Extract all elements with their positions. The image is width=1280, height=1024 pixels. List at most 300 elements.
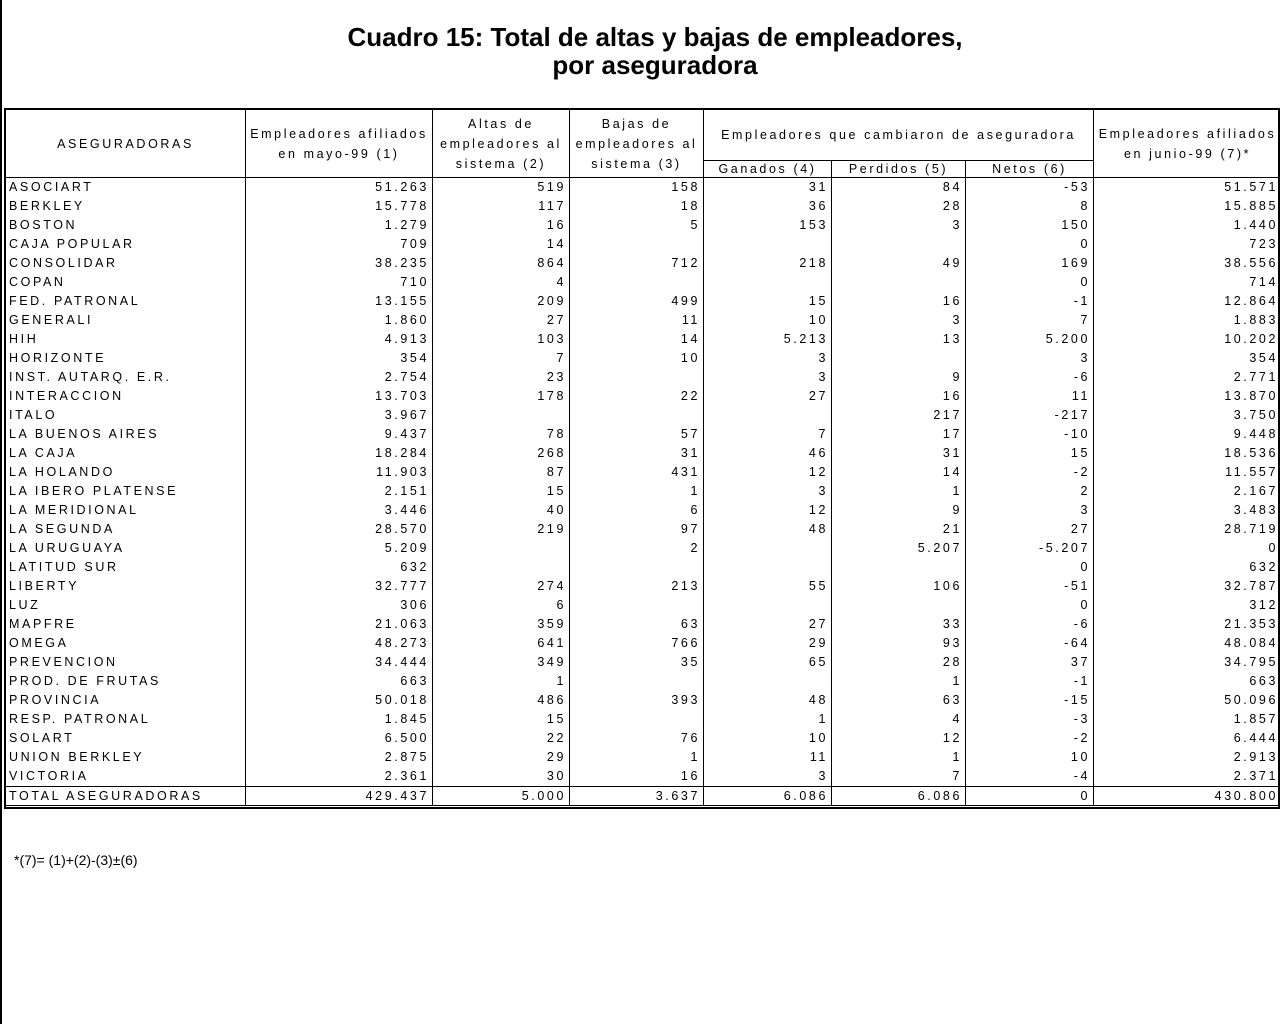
cell-c7: 1.883 [1094,311,1280,330]
page-title-line-2: por aseguradora [552,50,758,80]
row-aseguradora-name: MAPFRE [6,615,246,634]
cell-c1: 1.279 [246,216,433,235]
cell-c5 [832,349,966,368]
cell-c7: 13.870 [1094,387,1280,406]
row-aseguradora-name: UNION BERKLEY [6,748,246,767]
cell-c4: 36 [704,197,832,216]
total-c1: 429.437 [246,787,433,806]
cell-c6: 150 [966,216,1094,235]
cell-c2: 4 [433,273,570,292]
cell-c3: 431 [570,463,704,482]
cell-c6: -2 [966,729,1094,748]
cell-c1: 2.875 [246,748,433,767]
cell-c2: 641 [433,634,570,653]
table-row [6,710,1280,729]
cell-c6: 0 [966,273,1094,292]
total-c6: 0 [966,787,1094,806]
row-aseguradora-name: LA MERIDIONAL [6,501,246,520]
cell-c7: 723 [1094,235,1280,254]
header-aseguradoras: ASEGURADORAS [6,110,246,178]
cell-c2: 117 [433,197,570,216]
header-col5: Perdidos (5) [832,161,966,178]
row-aseguradora-name: OMEGA [6,634,246,653]
cell-c3: 10 [570,349,704,368]
row-aseguradora-name: VICTORIA [6,767,246,787]
cell-c2: 1 [433,672,570,691]
cell-c6: -10 [966,425,1094,444]
cell-c1: 6.500 [246,729,433,748]
table-row [6,501,1280,520]
table-row [6,387,1280,406]
cell-c1: 4.913 [246,330,433,349]
cell-c7: 663 [1094,672,1280,691]
cell-c7: 12.864 [1094,292,1280,311]
table-row [6,368,1280,387]
total-label: TOTAL ASEGURADORAS [6,787,246,806]
cell-c5: 16 [832,292,966,311]
cell-c3: 6 [570,501,704,520]
cell-c4: 29 [704,634,832,653]
cell-c5: 1 [832,672,966,691]
cell-c3: 11 [570,311,704,330]
cell-c3: 14 [570,330,704,349]
cell-c1: 354 [246,349,433,368]
cell-c4: 48 [704,520,832,539]
cell-c6: 27 [966,520,1094,539]
cell-c7: 18.536 [1094,444,1280,463]
aseguradoras-table [5,109,1280,806]
table-row [6,235,1280,254]
cell-c6: -51 [966,577,1094,596]
cell-c5: 5.207 [832,539,966,558]
cell-c5: 49 [832,254,966,273]
cell-c1: 632 [246,558,433,577]
row-aseguradora-name: LA CAJA [6,444,246,463]
cell-c6: -1 [966,672,1094,691]
cell-c3: 712 [570,254,704,273]
cell-c4 [704,406,832,425]
cell-c2: 359 [433,615,570,634]
cell-c6: -2 [966,463,1094,482]
cell-c6: -3 [966,710,1094,729]
cell-c1: 663 [246,672,433,691]
cell-c2: 6 [433,596,570,615]
cell-c1: 50.018 [246,691,433,710]
cell-c4: 65 [704,653,832,672]
cell-c4 [704,672,832,691]
cell-c7: 6.444 [1094,729,1280,748]
cell-c4: 12 [704,463,832,482]
cell-c2: 178 [433,387,570,406]
row-aseguradora-name: ITALO [6,406,246,425]
cell-c4: 11 [704,748,832,767]
cell-c1: 709 [246,235,433,254]
cell-c2: 27 [433,311,570,330]
row-aseguradora-name: INTERACCION [6,387,246,406]
cell-c7: 1.857 [1094,710,1280,729]
cell-c4: 1 [704,710,832,729]
cell-c2: 15 [433,482,570,501]
cell-c3: 213 [570,577,704,596]
cell-c6: 5.200 [966,330,1094,349]
cell-c6: -5.207 [966,539,1094,558]
cell-c1: 28.570 [246,520,433,539]
row-aseguradora-name: FED. PATRONAL [6,292,246,311]
cell-c5: 28 [832,197,966,216]
cell-c6: 169 [966,254,1094,273]
cell-c4: 55 [704,577,832,596]
cell-c2: 29 [433,748,570,767]
cell-c3: 1 [570,482,704,501]
table-row [6,425,1280,444]
header-col4: Ganados (4) [704,161,832,178]
cell-c4: 10 [704,729,832,748]
table-row [6,330,1280,349]
table-row [6,634,1280,653]
total-row [6,787,1280,806]
table-row [6,292,1280,311]
row-aseguradora-name: INST. AUTARQ. E.R. [6,368,246,387]
cell-c7: 1.440 [1094,216,1280,235]
cell-c6: -64 [966,634,1094,653]
cell-c2: 16 [433,216,570,235]
cell-c5 [832,273,966,292]
cell-c5 [832,558,966,577]
cell-c1: 21.063 [246,615,433,634]
cell-c4: 7 [704,425,832,444]
cell-c6: -4 [966,767,1094,787]
table-row [6,197,1280,216]
cell-c2 [433,558,570,577]
cell-c7: 3.750 [1094,406,1280,425]
cell-c1: 2.361 [246,767,433,787]
row-aseguradora-name: LIBERTY [6,577,246,596]
cell-c2: 15 [433,710,570,729]
row-aseguradora-name: LA HOLANDO [6,463,246,482]
cell-c5: 217 [832,406,966,425]
cell-c1: 38.235 [246,254,433,273]
table-row [6,672,1280,691]
cell-c1: 710 [246,273,433,292]
cell-c3 [570,406,704,425]
row-aseguradora-name: LA BUENOS AIRES [6,425,246,444]
cell-c2: 87 [433,463,570,482]
cell-c4: 3 [704,368,832,387]
row-aseguradora-name: BERKLEY [6,197,246,216]
row-aseguradora-name: CAJA POPULAR [6,235,246,254]
table-row [6,520,1280,539]
table-row [6,653,1280,672]
header-col7: Empleadores afiliados en junio-99 (7)* [1094,110,1280,178]
cell-c3: 22 [570,387,704,406]
cell-c1: 34.444 [246,653,433,672]
cell-c1: 9.437 [246,425,433,444]
cell-c5: 9 [832,368,966,387]
cell-c6: 2 [966,482,1094,501]
table-body [6,178,1280,806]
cell-c7: 51.571 [1094,178,1280,198]
cell-c1: 48.273 [246,634,433,653]
cell-c5: 7 [832,767,966,787]
cell-c6: 0 [966,596,1094,615]
cell-c5 [832,235,966,254]
cell-c3: 76 [570,729,704,748]
cell-c3 [570,710,704,729]
cell-c7: 38.556 [1094,254,1280,273]
cell-c3: 1 [570,748,704,767]
cell-c2: 864 [433,254,570,273]
cell-c4 [704,539,832,558]
cell-c4 [704,235,832,254]
cell-c3: 57 [570,425,704,444]
cell-c1: 15.778 [246,197,433,216]
cell-c6: 11 [966,387,1094,406]
cell-c6: 0 [966,235,1094,254]
cell-c2: 103 [433,330,570,349]
cell-c3: 18 [570,197,704,216]
cell-c5: 33 [832,615,966,634]
table-row [6,577,1280,596]
cell-c4: 27 [704,615,832,634]
cell-c6: -15 [966,691,1094,710]
table-row [6,406,1280,425]
page-title-line-1: Cuadro 15: Total de altas y bajas de empleadores, [347,22,963,52]
cell-c6: -217 [966,406,1094,425]
cell-c5: 16 [832,387,966,406]
cell-c1: 3.967 [246,406,433,425]
cell-c6: 8 [966,197,1094,216]
row-aseguradora-name: PREVENCION [6,653,246,672]
cell-c3: 766 [570,634,704,653]
cell-c3 [570,672,704,691]
cell-c5: 3 [832,216,966,235]
row-aseguradora-name: HIH [6,330,246,349]
row-aseguradora-name: LA SEGUNDA [6,520,246,539]
cell-c1: 13.155 [246,292,433,311]
cell-c3: 35 [570,653,704,672]
cell-c2: 349 [433,653,570,672]
cell-c7: 15.885 [1094,197,1280,216]
row-aseguradora-name: PROVINCIA [6,691,246,710]
cell-c4 [704,596,832,615]
cell-c7: 354 [1094,349,1280,368]
header-col1: Empleadores afiliados en mayo-99 (1) [246,110,433,178]
cell-c7: 34.795 [1094,653,1280,672]
row-aseguradora-name: RESP. PATRONAL [6,710,246,729]
cell-c7: 9.448 [1094,425,1280,444]
total-c3: 3.637 [570,787,704,806]
cell-c4: 46 [704,444,832,463]
cell-c6: -6 [966,615,1094,634]
cell-c3 [570,235,704,254]
cell-c4: 218 [704,254,832,273]
cell-c7: 32.787 [1094,577,1280,596]
cell-c3: 158 [570,178,704,198]
cell-c7: 10.202 [1094,330,1280,349]
cell-c7: 2.771 [1094,368,1280,387]
cell-c5: 1 [832,748,966,767]
cell-c6: 10 [966,748,1094,767]
cell-c4: 3 [704,767,832,787]
table-row [6,767,1280,787]
cell-c7: 2.913 [1094,748,1280,767]
cell-c1: 32.777 [246,577,433,596]
cell-c2: 30 [433,767,570,787]
cell-c1: 3.446 [246,501,433,520]
cell-c2: 486 [433,691,570,710]
cell-c7: 312 [1094,596,1280,615]
header-col3: Bajas de empleadores al sistema (3) [570,110,704,178]
cell-c2: 274 [433,577,570,596]
row-aseguradora-name: ASOCIART [6,178,246,198]
cell-c6: 3 [966,501,1094,520]
cell-c5: 3 [832,311,966,330]
cell-c4: 3 [704,482,832,501]
table-row [6,254,1280,273]
table-row [6,596,1280,615]
header-col6: Netos (6) [966,161,1094,178]
cell-c7: 50.096 [1094,691,1280,710]
cell-c4 [704,273,832,292]
cell-c1: 1.845 [246,710,433,729]
cell-c4: 3 [704,349,832,368]
cell-c3: 16 [570,767,704,787]
cell-c1: 51.263 [246,178,433,198]
cell-c1: 306 [246,596,433,615]
cell-c2: 219 [433,520,570,539]
cell-c7: 0 [1094,539,1280,558]
cell-c1: 13.703 [246,387,433,406]
cell-c4: 5.213 [704,330,832,349]
cell-c5: 84 [832,178,966,198]
cell-c3: 63 [570,615,704,634]
cell-c2: 40 [433,501,570,520]
page-left-border [0,0,2,1024]
cell-c6: 0 [966,558,1094,577]
cell-c5: 31 [832,444,966,463]
cell-c3: 393 [570,691,704,710]
cell-c3: 499 [570,292,704,311]
cell-c2: 268 [433,444,570,463]
cell-c1: 5.209 [246,539,433,558]
cell-c6: -53 [966,178,1094,198]
row-aseguradora-name: PROD. DE FRUTAS [6,672,246,691]
cell-c7: 632 [1094,558,1280,577]
cell-c5 [832,596,966,615]
cell-c4: 31 [704,178,832,198]
cell-c5: 63 [832,691,966,710]
table-row [6,748,1280,767]
cell-c2: 23 [433,368,570,387]
cell-c4: 10 [704,311,832,330]
row-aseguradora-name: SOLART [6,729,246,748]
cell-c7: 714 [1094,273,1280,292]
table-row [6,349,1280,368]
cell-c1: 2.151 [246,482,433,501]
table-row [6,482,1280,501]
cell-c7: 48.084 [1094,634,1280,653]
footnote: *(7)= (1)+(2)-(3)±(6) [14,852,138,868]
cell-c5: 28 [832,653,966,672]
cell-c3: 2 [570,539,704,558]
cell-c3 [570,368,704,387]
cell-c2: 519 [433,178,570,198]
cell-c7: 11.557 [1094,463,1280,482]
cell-c2: 7 [433,349,570,368]
row-aseguradora-name: LATITUD SUR [6,558,246,577]
table-row [6,311,1280,330]
cell-c2: 78 [433,425,570,444]
cell-c3 [570,273,704,292]
cell-c1: 1.860 [246,311,433,330]
row-aseguradora-name: CONSOLIDAR [6,254,246,273]
row-aseguradora-name: LA IBERO PLATENSE [6,482,246,501]
cell-c2 [433,406,570,425]
total-c7: 430.800 [1094,787,1280,806]
cell-c1: 11.903 [246,463,433,482]
cell-c6: 7 [966,311,1094,330]
cell-c4: 15 [704,292,832,311]
cell-c5: 14 [832,463,966,482]
table-row [6,463,1280,482]
cell-c5: 4 [832,710,966,729]
cell-c2 [433,539,570,558]
row-aseguradora-name: HORIZONTE [6,349,246,368]
header-col2: Altas de empleadores al sistema (2) [433,110,570,178]
cell-c2: 209 [433,292,570,311]
table-row [6,558,1280,577]
cell-c5: 21 [832,520,966,539]
cell-c7: 21.353 [1094,615,1280,634]
cell-c5: 1 [832,482,966,501]
row-aseguradora-name: LA URUGUAYA [6,539,246,558]
cell-c5: 93 [832,634,966,653]
total-c2: 5.000 [433,787,570,806]
cell-c3 [570,558,704,577]
cell-c2: 22 [433,729,570,748]
cell-c3: 97 [570,520,704,539]
cell-c5: 9 [832,501,966,520]
row-aseguradora-name: LUZ [6,596,246,615]
cell-c6: 37 [966,653,1094,672]
cell-c3: 31 [570,444,704,463]
cell-c7: 2.371 [1094,767,1280,787]
cell-c7: 28.719 [1094,520,1280,539]
cell-c4: 153 [704,216,832,235]
row-aseguradora-name: COPAN [6,273,246,292]
cell-c6: -1 [966,292,1094,311]
table-row [6,691,1280,710]
cell-c5: 13 [832,330,966,349]
cell-c4: 48 [704,691,832,710]
table-row [6,216,1280,235]
row-aseguradora-name: GENERALI [6,311,246,330]
cell-c5: 17 [832,425,966,444]
cell-c1: 18.284 [246,444,433,463]
row-aseguradora-name: BOSTON [6,216,246,235]
table-row [6,178,1280,198]
cell-c1: 2.754 [246,368,433,387]
cell-c2: 14 [433,235,570,254]
total-c4: 6.086 [704,787,832,806]
cell-c3 [570,596,704,615]
table-row [6,729,1280,748]
table-row [6,273,1280,292]
cell-c5: 106 [832,577,966,596]
table-row [6,615,1280,634]
cell-c7: 3.483 [1094,501,1280,520]
table-row [6,444,1280,463]
